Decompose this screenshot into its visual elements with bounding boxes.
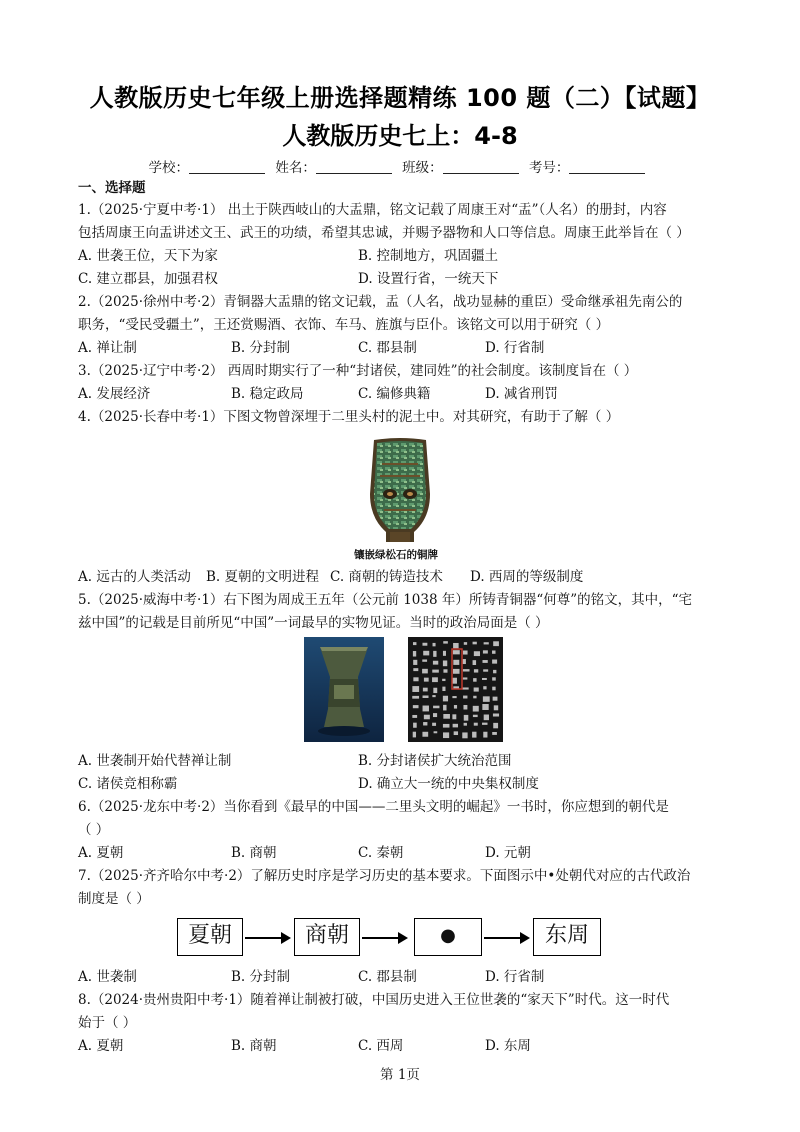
question-4-option-d[interactable]: D. 西周的等级制度 <box>470 569 584 585</box>
question-2-option-c[interactable]: C. 郡县制 <box>358 340 417 356</box>
question-1-option-c[interactable]: C. 建立郡县，加强君权 <box>78 271 218 287</box>
question-5-text-2: 兹中国”的记载是目前所见“中国”一词最早的实物见证。当时的政治局面是（ ） <box>78 615 549 631</box>
he-zun-vessel-image <box>304 637 384 742</box>
question-2-text-1: 2.（2025·徐州中考·2）青铜器大盂鼎的铭文记载，盂（人名，战功显赫的重臣）受命继承祖先南公的 <box>78 294 683 310</box>
question-4-option-b[interactable]: B. 夏朝的文明进程 <box>206 569 320 585</box>
page-number: 第 1页 <box>380 1067 420 1083</box>
question-1-option-b[interactable]: B. 控制地方，巩固疆土 <box>358 248 499 264</box>
question-2-option-b[interactable]: B. 分封制 <box>231 340 291 356</box>
question-4-option-c[interactable]: C. 商朝的铸造技术 <box>330 569 443 585</box>
question-5-option-c[interactable]: C. 诸侯竞相称霸 <box>78 776 178 792</box>
question-4-option-a[interactable]: A. 远古的人类活动 <box>78 569 191 585</box>
question-8-option-b[interactable]: B. 商朝 <box>231 1038 277 1054</box>
flow-box-dong-zhou: 东周 <box>533 918 601 956</box>
name-label: 姓名： <box>275 160 316 176</box>
figure-caption: 镶嵌绿松石的铜牌 <box>354 549 438 561</box>
class-field[interactable] <box>443 159 519 174</box>
name-field[interactable] <box>316 159 392 174</box>
question-6-option-c[interactable]: C. 秦朝 <box>358 845 404 861</box>
question-3-text-1: 3.（2025·辽宁中考·2） 西周时期实行了一种“封诸侯，建同姓”的社会制度。该制度旨在（ ） <box>78 363 638 379</box>
question-7-text-2: 制度是（ ） <box>78 891 150 907</box>
question-7-option-d[interactable]: D. 行省制 <box>485 969 545 985</box>
school-label: 学校： <box>148 160 190 176</box>
question-1-text-2: 包括周康王向盂讲述文王、武王的功绩，希望其忠诚，并赐予器物和人口等信息。周康王此举旨在（ ） <box>78 225 690 241</box>
question-1-text-1: 1.（2025·宁夏中考·1） 出土于陕西岐山的大盂鼎，铭文记载了周康王对“盂”（人名）的册封，内容 <box>78 202 667 218</box>
flow-box-unknown: ● <box>414 918 482 956</box>
exam-no-field[interactable] <box>569 159 645 174</box>
student-info <box>0 156 800 176</box>
question-3-option-d[interactable]: D. 减省刑罚 <box>485 386 558 402</box>
question-6-option-d[interactable]: D. 元朝 <box>485 845 531 861</box>
question-6-text-2: （ ） <box>78 822 110 838</box>
question-3-option-a[interactable]: A. 发展经济 <box>78 386 151 402</box>
question-2-text-2: 职务，“受民受疆土”，王还赏赐酒、衣饰、车马、旌旗与臣仆。该铭文可以用于研究（ ） <box>78 317 610 333</box>
question-1-option-a[interactable]: A. 世袭王位，天下为家 <box>78 248 218 264</box>
class-label: 班级： <box>402 160 443 176</box>
question-8-option-c[interactable]: C. 西周 <box>358 1038 404 1054</box>
question-3-option-c[interactable]: C. 编修典籍 <box>358 386 431 402</box>
section-heading: 一、选择题 <box>78 180 146 196</box>
question-8-text-2: 始于（ ） <box>78 1015 137 1031</box>
question-6-option-b[interactable]: B. 商朝 <box>231 845 277 861</box>
question-5-option-a[interactable]: A. 世袭制开始代替禅让制 <box>78 753 232 769</box>
page-title: 人教版历史七年级上册选择题精练 100 题（二）【试题】 <box>89 84 711 112</box>
question-6-option-a[interactable]: A. 夏朝 <box>78 845 124 861</box>
school-field[interactable] <box>189 159 265 174</box>
question-5-text-1: 5.（2025·威海中考·1）右下图为周成王五年（公元前 1038 年）所铸青铜器“何尊”的铭文，其中，“宅 <box>78 592 693 608</box>
exam-no-label: 考号： <box>528 160 570 176</box>
question-1-option-d[interactable]: D. 设置行省，一统天下 <box>358 271 499 287</box>
question-4-text-1: 4.（2025·长春中考·1）下图文物曾深埋于二里头村的泥土中。对其研究，有助于了解（ ） <box>78 409 620 425</box>
question-3-option-b[interactable]: B. 稳定政局 <box>231 386 304 402</box>
turquoise-bronze-plaque-image <box>360 436 440 546</box>
arrow-icon <box>362 937 406 939</box>
question-2-option-a[interactable]: A. 禅让制 <box>78 340 137 356</box>
question-5-option-d[interactable]: D. 确立大一统的中央集权制度 <box>358 776 539 792</box>
inscription-rubbing-image <box>408 637 503 742</box>
question-7-option-b[interactable]: B. 分封制 <box>231 969 291 985</box>
question-7-option-c[interactable]: C. 郡县制 <box>358 969 417 985</box>
flow-box-xia: 夏朝 <box>177 918 243 956</box>
question-2-option-d[interactable]: D. 行省制 <box>485 340 545 356</box>
arrow-icon <box>484 937 528 939</box>
question-6-text-1: 6.（2025·龙东中考·2）当你看到《最早的中国——二里头文明的崛起》一书时，你应想到的朝代是 <box>78 799 669 815</box>
flow-box-shang: 商朝 <box>294 918 360 956</box>
question-7-option-a[interactable]: A. 世袭制 <box>78 969 137 985</box>
question-8-option-d[interactable]: D. 东周 <box>485 1038 531 1054</box>
page-subtitle: 人教版历史七上：4-8 <box>282 122 518 150</box>
arrow-icon <box>245 937 289 939</box>
question-5-option-b[interactable]: B. 分封诸侯扩大统治范围 <box>358 753 512 769</box>
question-8-text-1: 8.（2024·贵州贵阳中考·1）随着禅让制被打破，中国历史进入王位世袭的“家天下”时代。这一时代 <box>78 992 670 1008</box>
question-8-option-a[interactable]: A. 夏朝 <box>78 1038 124 1054</box>
question-7-text-1: 7.（2025·齐齐哈尔中考·2）了解历史时序是学习历史的基本要求。下面图示中•处朝代对应的古代政治 <box>78 868 691 884</box>
